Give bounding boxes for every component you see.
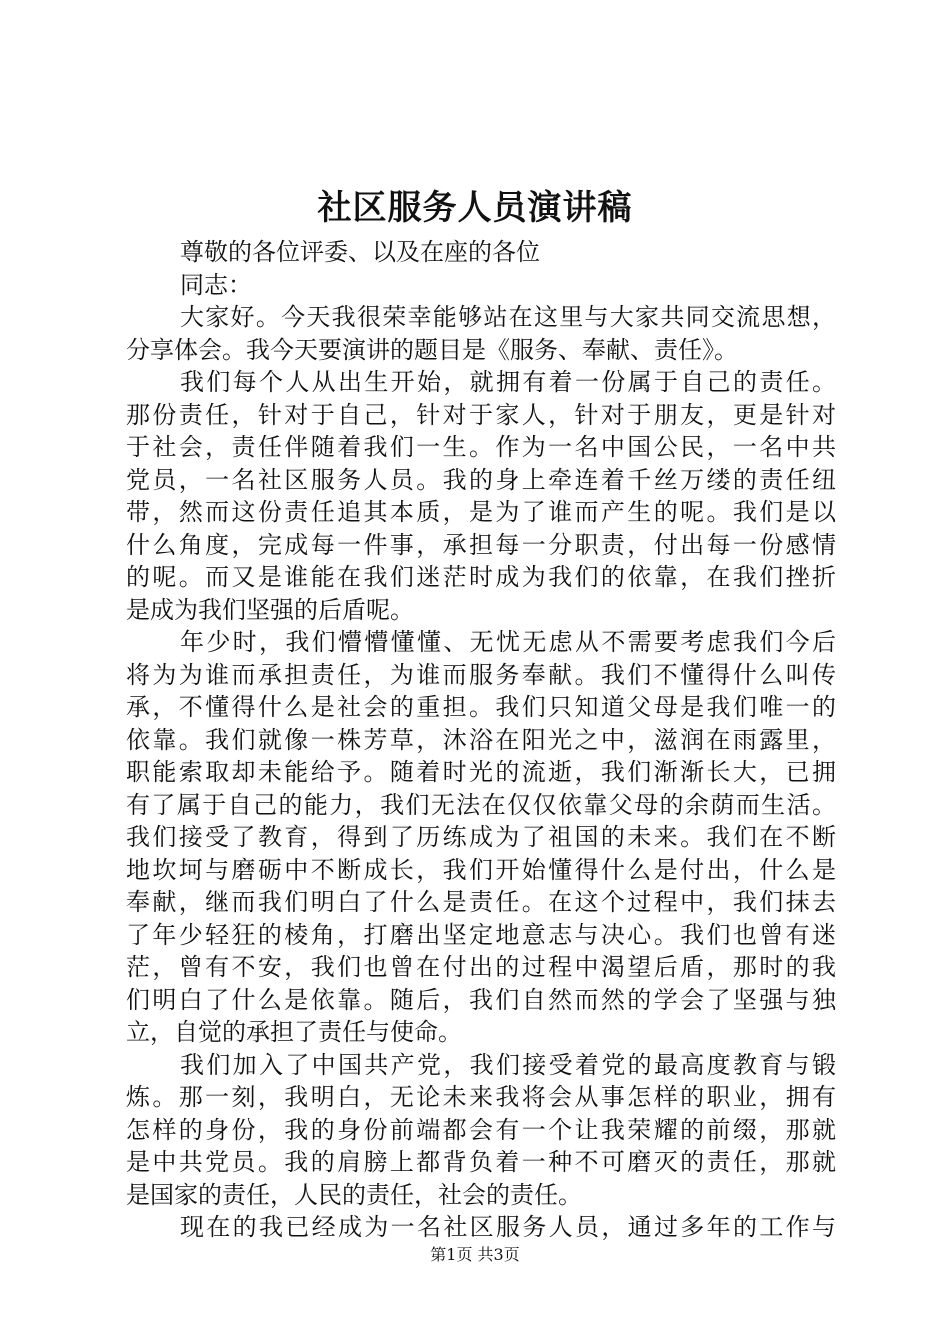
text-line: 有了属于自己的能力，我们无法在仅仅依靠父母的余荫而生活。 bbox=[126, 790, 836, 819]
text-line: 我们加入了中国共产党，我们接受着党的最高度教育与锻 bbox=[180, 1050, 836, 1079]
text-line: 大家好。今天我很荣幸能够站在这里与大家共同交流思想， bbox=[180, 303, 836, 331]
text-line: 党员，一名社区服务人员。我的身上牵连着千丝万缕的责任纽 bbox=[126, 465, 836, 494]
text-line: 怎样的身份，我的身份前端都会有一个让我荣耀的前缀，那就 bbox=[126, 1115, 836, 1144]
text-line: 职能索取却未能给予。随着时光的流逝，我们渐渐长大，已拥 bbox=[126, 758, 836, 786]
text-line: 炼。那一刻，我明白，无论未来我将会从事怎样的职业，拥有 bbox=[126, 1083, 836, 1111]
text-line: 承，不懂得什么是社会的重担。我们只知道父母是我们唯一的 bbox=[126, 693, 836, 721]
text-line: 分享体会。我今天要演讲的题目是《服务、奉献、责任》。 bbox=[126, 335, 738, 364]
text-line: 现在的我已经成为一名社区服务人员，通过多年的工作与 bbox=[180, 1213, 836, 1241]
text-line: 立，自觉的承担了责任与使命。 bbox=[126, 1018, 462, 1046]
text-line: 我们每个人从出生开始，就拥有着一份属于自己的责任。 bbox=[180, 368, 836, 396]
text-line: 将为为谁而承担责任，为谁而服务奉献。我们不懂得什么叫传 bbox=[126, 660, 836, 689]
text-line: 带，然而这份责任追其本质，是为了谁而产生的呢。我们是以 bbox=[126, 498, 836, 526]
text-line: 同志： bbox=[180, 270, 252, 299]
text-line: 什么角度，完成每一件事，承担每一分职责，付出每一份感情 bbox=[126, 530, 836, 559]
text-line: 的呢。而又是谁能在我们迷茫时成为我们的依靠，在我们挫折 bbox=[126, 563, 836, 591]
text-line: 是国家的责任，人民的责任，社会的责任。 bbox=[126, 1180, 582, 1209]
text-line: 地坎坷与磨砺中不断成长，我们开始懂得什么是付出，什么是 bbox=[126, 855, 836, 884]
text-line: 我们接受了教育，得到了历练成为了祖国的未来。我们在不断 bbox=[126, 823, 836, 851]
text-line: 是中共党员。我的肩膀上都背负着一种不可磨灭的责任，那就 bbox=[126, 1148, 836, 1176]
text-line: 茫，曾有不安，我们也曾在付出的过程中渴望后盾，那时的我 bbox=[126, 953, 836, 981]
text-line: 尊敬的各位评委、以及在座的各位 bbox=[180, 238, 540, 266]
document-title: 社区服务人员演讲稿 bbox=[317, 188, 633, 228]
text-line: 年少时，我们懵懵懂懂、无忧无虑从不需要考虑我们今后 bbox=[180, 628, 836, 656]
text-line: 依靠。我们就像一株芳草，沐浴在阳光之中，滋润在雨露里， bbox=[126, 725, 836, 754]
document-body bbox=[126, 236, 836, 1244]
text-line: 那份责任，针对于自己，针对于家人，针对于朋友，更是针对 bbox=[126, 400, 836, 429]
text-line: 奉献，继而我们明白了什么是责任。在这个过程中，我们抹去 bbox=[126, 888, 836, 916]
text-line: 是成为我们坚强的后盾呢。 bbox=[126, 595, 414, 624]
page-footer: 第1页 共3页 bbox=[430, 1245, 520, 1264]
text-line: 了年少轻狂的棱角，打磨出坚定地意志与决心。我们也曾有迷 bbox=[126, 920, 836, 949]
text-line: 于社会，责任伴随着我们一生。作为一名中国公民，一名中共 bbox=[126, 433, 836, 461]
text-line: 们明白了什么是依靠。随后，我们自然而然的学会了坚强与独 bbox=[126, 985, 836, 1014]
